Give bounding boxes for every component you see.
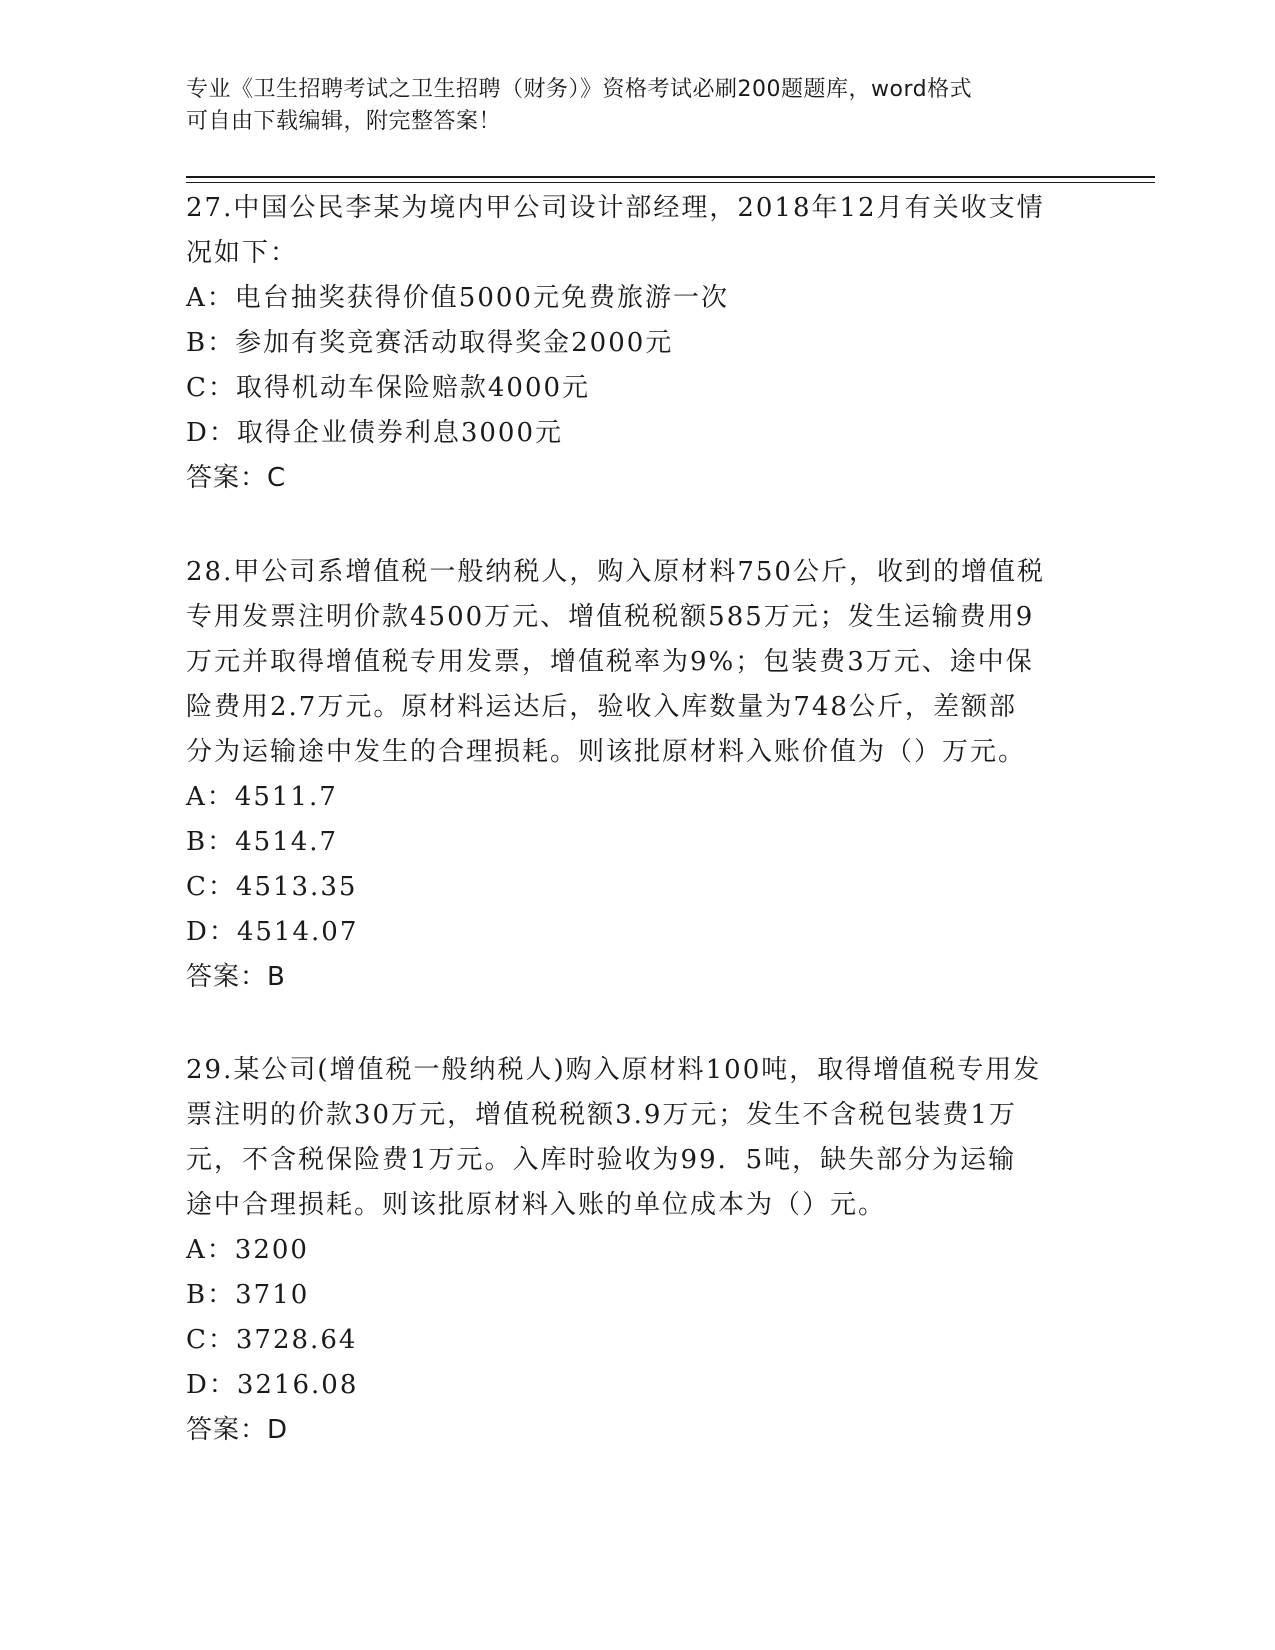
option-b: B：4514.7 [186, 827, 339, 857]
header-line-2: 可自由下载编辑，附完整答案！ [186, 109, 502, 134]
answer-label: 答案：B [186, 962, 286, 992]
question-stem-line: 专用发票注明价款4500万元、增值税税额585万元；发生运输费用9 [186, 602, 1035, 632]
option-a: A：3200 [186, 1235, 309, 1265]
option-a: A：电台抽奖获得价值5000元免费旅游一次 [186, 283, 729, 313]
question-stem-line: 险费用2.7万元。原材料运达后，验收入库数量为748公斤，差额部 [186, 692, 1017, 722]
option-d: D：4514.07 [186, 917, 359, 947]
answer-label: 答案：D [186, 1415, 289, 1445]
question-stem-line: 况如下： [186, 238, 299, 268]
question-stem-line: 27.中国公民李某为境内甲公司设计部经理，2018年12月有关收支情 [186, 193, 1045, 223]
question-stem-line: 途中合理损耗。则该批原材料入账的单位成本为（）元。 [186, 1190, 887, 1220]
option-b: B：3710 [186, 1280, 310, 1310]
answer-label: 答案：C [186, 463, 287, 493]
question-29 [186, 1048, 1066, 1453]
option-b: B：参加有奖竞赛活动取得奖金2000元 [186, 328, 674, 358]
header-line-1: 专业《卫生招聘考试之卫生招聘（财务）》资格考试必刷200题题库，word格式 [186, 77, 973, 102]
question-stem-line: 元，不含税保险费1万元。入库时验收为99．5吨，缺失部分为运输 [186, 1145, 1017, 1175]
question-stem-line: 票注明的价款30万元，增值税税额3.9万元；发生不含税包装费1万 [186, 1100, 1017, 1130]
option-c: C：取得机动车保险赔款4000元 [186, 373, 591, 403]
question-27 [186, 186, 1066, 501]
question-stem-line: 29.某公司(增值税一般纳税人)购入原材料100吨，取得增值税专用发 [186, 1055, 1042, 1085]
option-c: C：3728.64 [186, 1325, 358, 1355]
header-divider-thin [186, 182, 1155, 183]
option-d: D：取得企业债券利息3000元 [186, 418, 564, 448]
question-stem-line: 28.甲公司系增值税一般纳税人，购入原材料750公斤，收到的增值税 [186, 557, 1045, 587]
option-d: D：3216.08 [186, 1370, 359, 1400]
question-28 [186, 550, 1066, 1000]
document-header [186, 74, 1066, 138]
option-c: C：4513.35 [186, 872, 358, 902]
question-stem-line: 万元并取得增值税专用发票，增值税率为9%；包装费3万元、途中保 [186, 647, 1034, 677]
option-a: A：4511.7 [186, 782, 338, 812]
question-stem-line: 分为运输途中发生的合理损耗。则该批原材料入账价值为（）万元。 [186, 737, 1027, 767]
header-divider-thick [186, 176, 1155, 178]
